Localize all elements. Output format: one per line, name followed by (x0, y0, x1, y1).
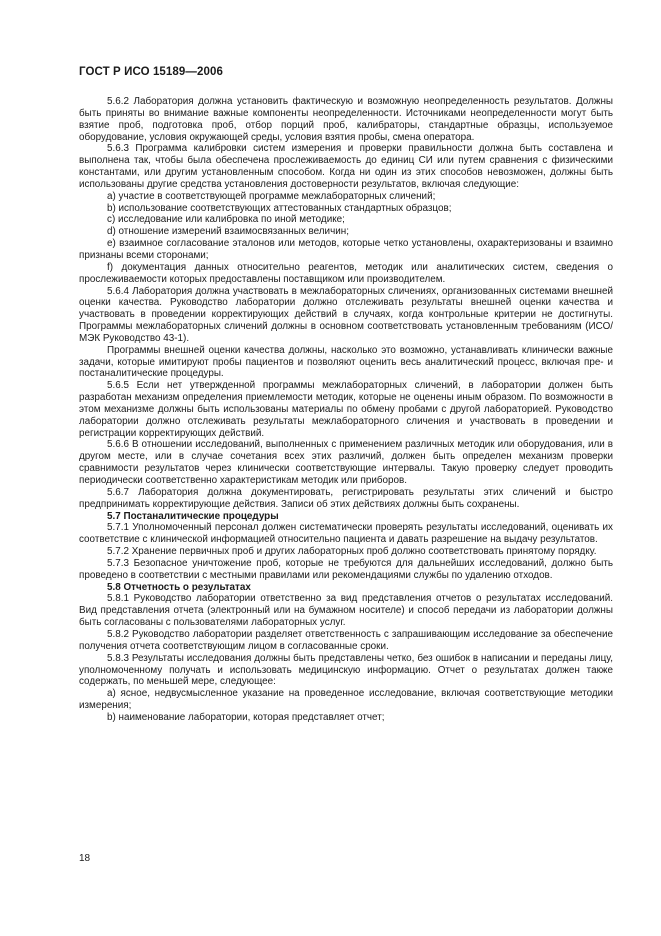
list-item-b: b) использование соответствующих аттестованных стандартных образцов; (107, 202, 452, 214)
paragraph-5-7-2: 5.7.2 Хранение первичных проб и других лабораторных проб должно соответствовать принятому порядку. (107, 546, 597, 558)
paragraph-5-6-2: 5.6.2 Лаборатория должна установить фактическую и возможную неопределенность результатов. Должны быть приняты во внимание важные компоненты неопределенности. Источниками неопределенности могут быть взятие проб, подготовка проб, отбор порций проб, калибраторы, стандартные образцы, используемое оборудование, условия окружающей среды, условия взятия пробы, смена оператора. (79, 96, 613, 143)
section-heading-5-8: 5.8 Отчетность о результатах (107, 581, 251, 593)
paragraph-5-6-6: 5.6.6 В отношении исследований, выполненных с применением различных методик или оборудования, или в другом месте, или в случае сочетания всех этих различий, должен быть определен механизм проверки сравнимости результатов через клинически соответствующие интервалы. Такую проверку следует проводить периодически соответственно характеристикам методик или приборов. (79, 439, 613, 486)
list-item-d: d) отношение измерений взаимосвязанных величин; (107, 226, 349, 238)
page-number: 18 (79, 853, 91, 864)
paragraph-5-6-3: 5.6.3 Программа калибровки систем измерения и проверки правильности должна быть составлена и выполнена так, чтобы была обеспечена прослеживаемость до единиц СИ или путем сравнения с физическими константами, или другим установленным способом. Когда ни один из этих способов невозможен, должны быть использованы другие средства установления достоверности результатов, включая следующие: (79, 143, 613, 190)
paragraph-5-7-3: 5.7.3 Безопасное уничтожение проб, которые не требуются для дальнейших исследований, должно быть проведено в соответствии с местными правилами или рекомендациями службы по удалению отходов. (79, 557, 613, 581)
report-list-item-a: a) ясное, недвусмысленное указание на проведенное исследование, включая соответствующие методики измерения; (79, 688, 613, 712)
document-body (79, 96, 613, 724)
list-item-c: c) исследование или калибровка по иной методике; (107, 214, 345, 226)
paragraph-5-8-2: 5.8.2 Руководство лаборатории разделяет ответственность с запрашивающим исследование за обеспечение получения отчета соответствующим лицом в согласованные сроки. (79, 628, 613, 652)
paragraph-5-6-4: 5.6.4 Лаборатория должна участвовать в межлабораторных сличениях, организованных системами внешней оценки качества. Руководство лаборатории должно отслеживать результаты внешней оценки качества и участвовать в проведении корректирующих действий в случаях, когда контрольные критерии не достигнуты. Программы межлабораторных сличений должны в основном соответствовать установленным требованиям (ИСО/МЭК Руководство 43-1). (79, 285, 613, 344)
list-item-e: e) взаимное согласование эталонов или методов, которые четко установлены, охарактеризованы и взаимно признаны всеми сторонами; (79, 238, 613, 261)
paragraph-eqa-programs: Программы внешней оценки качества должны, насколько это возможно, устанавливать клинически важные задачи, которые имитируют пробы пациентов и позволяют оценить весь аналитический процесс, включая пре- и постаналитические процедуры. (79, 344, 613, 380)
paragraph-5-6-5: 5.6.5 Если нет утвержденной программы межлабораторных сличений, в лаборатории должен быть разработан механизм определения приемлемости методик, которые не оценены иным образом. По возможности в этом механизме должны быть использованы материалы по обмену пробами с другой лабораторией. Руководство лаборатории должно отслеживать результаты межлабораторного сличения и участвовать в проведении и регистрации корректирующих действий. (79, 380, 613, 439)
paragraph-5-8-1: 5.8.1 Руководство лаборатории ответственно за вид представления отчетов о результатах исследований. Вид представления отчета (электронный или на бумажном носителе) и способ передачи из лаборатории должны быть согласованы с пользователями лабораторных услуг. (79, 593, 613, 629)
section-heading-5-7: 5.7 Постаналитические процедуры (107, 510, 279, 522)
list-item-f: f) документация данных относительно реагентов, методик или аналитических систем, сведения о прослеживаемости которых предоставлены поставщиком или производителем. (79, 261, 613, 285)
list-item-a: a) участие в соответствующей программе межлабораторных сличений; (107, 190, 436, 202)
document-header: ГОСТ Р ИСО 15189—2006 (79, 66, 224, 78)
paragraph-5-8-3: 5.8.3 Результаты исследования должны быть представлены четко, без ошибок в написании и переданы лицу, уполномоченному получать и использовать медицинскую информацию. Отчет о результатах должен также содержать, по меньшей мере, следующее: (79, 652, 613, 688)
paragraph-5-6-7: 5.6.7 Лаборатория должна документировать, регистрировать результаты этих сличений и быстро предпринимать корректирующие действия. Записи об этих действиях должны быть сохранены. (79, 486, 613, 510)
report-list-item-b: b) наименование лаборатории, которая представляет отчет; (107, 711, 385, 723)
paragraph-5-7-1: 5.7.1 Уполномоченный персонал должен систематически проверять результаты исследований, оценивать их соответствие с клинической информацией относительно пациента и давать разрешение на выдачу результатов. (79, 522, 613, 546)
